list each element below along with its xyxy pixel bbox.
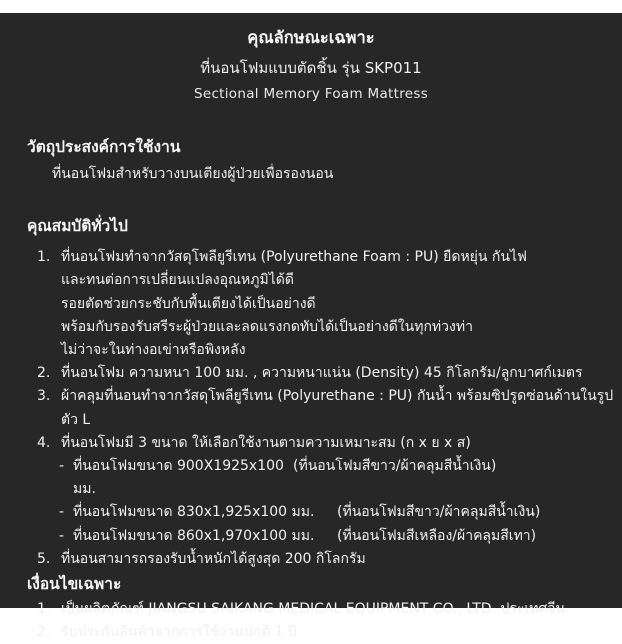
item-text: รับประกันสินค้าจากการใช้งานปกติ 1 ปี [61,624,297,641]
dash-bullet: - [59,504,65,521]
general-item-1 [0,246,622,269]
spec-sheet-panel [0,13,622,641]
item-text: ที่นอนโฟมทำจากวัสดุโพลียูรีเทน (Polyurethane Foam : PU) ยืดหยุ่น กันไฟ [61,249,527,266]
general-item-1-continuation: และทนต่อการเปลี่ยนแปลงอุณหภูมิได้ดี [61,272,294,289]
general-list [0,246,622,571]
item-number: 2. [37,365,51,382]
purpose-heading: วัตถุประสงค์การใช้งาน [27,138,181,156]
subtitle-english: Sectional Memory Foam Mattress [193,86,429,102]
dash-bullet: - [59,527,65,544]
dash-bullet: - [59,458,65,475]
item-text: ผ้าคลุมที่นอนทำจากวัสดุโพลียูรีเทน (Polyurethane : PU) กันน้ำ พร้อมซิปรูดซ่อนด้านในรูปตัว L [61,388,614,428]
item-text: ที่นอนสามารถรองรับน้ำหนักได้สูงสุด 200 กิโลกรัม [61,550,366,567]
general-item-5 [0,548,622,571]
conditions-list [0,598,622,644]
item-number: 4. [37,434,51,451]
general-item-1-continuation: รอยตัดช่วยกระชับกับพื้นเตียงได้เป็นอย่างดี [61,295,316,312]
size-option-1 [0,455,622,501]
item-text: ที่นอนโฟมมี 3 ขนาด ให้เลือกใช้งานตามความเหมาะสม (ก x ย x ส) [61,434,471,451]
general-item-1-continuation: พร้อมกับรองรับสรีระผู้ป่วยและลดแรงกดทับได้เป็นอย่างดีในทุกท่วงท่า [61,318,473,335]
section-purpose [0,136,622,186]
item-text: ที่นอนโฟม ความหนา 100 มม. , ความหนาแน่น (Density) 45 กิโลกรัม/ลูกบาศก์เมตร [61,365,583,382]
condition-item-2 [0,621,622,644]
condition-item-1 [0,598,622,621]
size-option-3 [0,525,622,548]
subtitle-thai: ที่นอนโฟมแบบตัดชิ้น รุ่น SKP011 [200,59,422,77]
general-heading: คุณสมบัติทั่วไป [27,217,128,236]
size-text: ที่นอนโฟมขนาด 900X1925x100 มม. [73,458,284,498]
general-item-2 [0,362,622,385]
general-item-4 [0,432,622,455]
size-text: ที่นอนโฟมขนาด 860x1,970x100 มม. [73,527,315,544]
general-item-1-continuation: ไม่ว่าจะในท่างอเข่าหรือพิงหลัง [61,342,246,359]
header [0,26,622,103]
item-number: 1. [37,249,51,266]
item-number: 1. [37,601,51,618]
item-number: 3. [37,388,51,405]
general-item-3 [0,385,622,431]
item-number: 5. [37,550,51,567]
color-text: (ที่นอนโฟมสีขาว/ผ้าคลุมสีน้ำเงิน) [337,504,541,521]
section-conditions [0,573,622,644]
color-text: (ที่นอนโฟมสีขาว/ผ้าคลุมสีน้ำเงิน) [293,458,497,475]
item-text: เป็นผลิตภัณฑ์ JIANGSU SAIKANG MEDICAL EQUIPMENT CO., LTD. ประเทศจีน [61,601,566,618]
color-text: (ที่นอนโฟมสีเหลือง/ผ้าคลุมสีเทา) [337,527,537,544]
size-text: ที่นอนโฟมขนาด 830x1,925x100 มม. [73,504,315,521]
page-title: คุณลักษณะเฉพาะ [247,28,375,47]
section-general [0,215,622,571]
purpose-body: ที่นอนโฟมสำหรับวางบนเตียงผู้ป่วยเพื่อรองนอน [52,166,334,182]
item-number: 2. [37,624,51,641]
size-option-2 [0,501,622,524]
conditions-heading: เงื่อนไขเฉพาะ [27,575,122,594]
